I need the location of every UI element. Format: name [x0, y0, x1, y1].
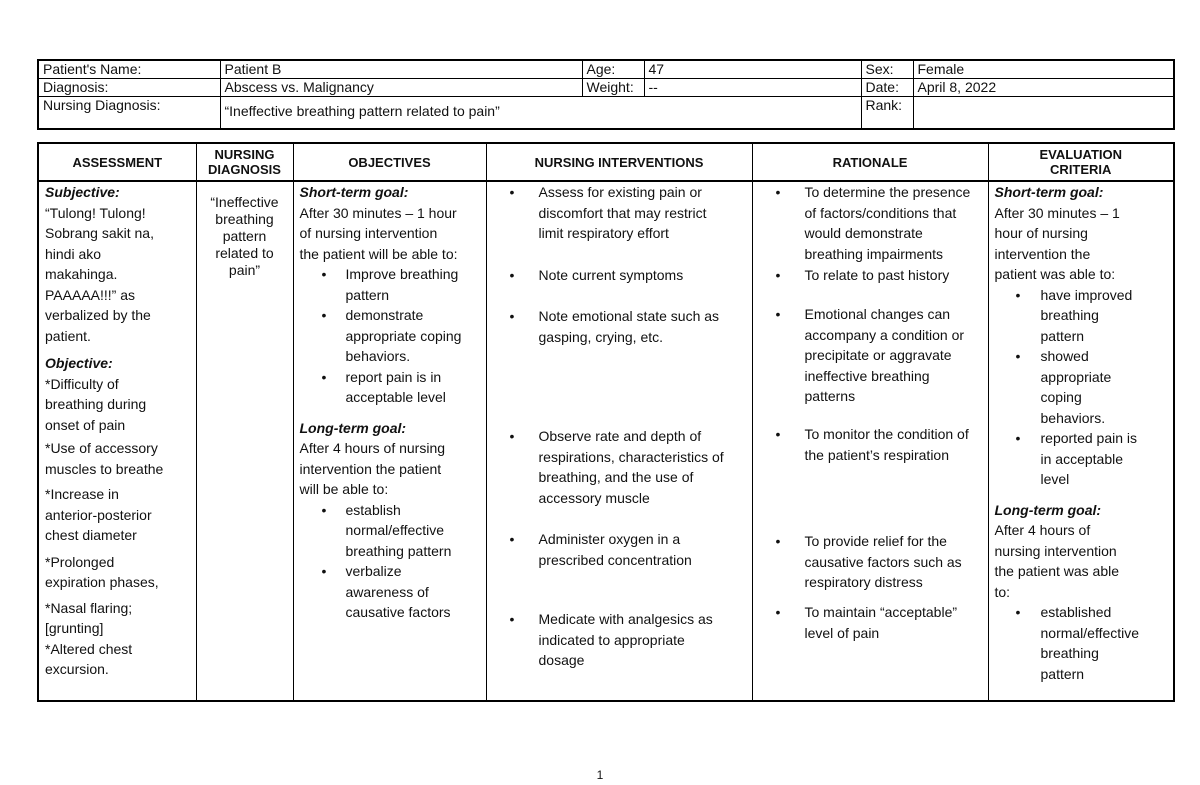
rationale-item: • To determine the presence of factors/conditions that would demonstrate breathing impairments [753, 182, 988, 264]
list-item: • reported pain is in acceptable level [995, 428, 1174, 490]
objectives-short-term-label: Short-term goal: [299, 184, 409, 200]
intervention-item: • Observe rate and depth of respirations, characteristics of breathing, and the use of accessory muscle [487, 426, 752, 508]
list-item: • Improve breathing pattern [300, 264, 486, 305]
column-header-assessment: ASSESSMENT [38, 143, 196, 181]
evaluation-long-term-list [995, 602, 1174, 684]
evaluation-long-term-label: Long-term goal: [994, 501, 1102, 518]
intervention-item: • Administer oxygen in a prescribed concentration [487, 529, 752, 570]
care-plan-table [37, 142, 1175, 702]
patient-name-label: Patient's Name: [38, 60, 220, 79]
objectives-cell [293, 181, 486, 701]
rationale-item: • To relate to past history [753, 265, 988, 286]
objective-label: Objective: [45, 355, 113, 371]
rationale-item: • To provide relief for the causative factors such as respiratory distress [753, 531, 988, 593]
subjective-label: Subjective: [45, 184, 120, 200]
column-header-nursing-diagnosis: NURSING DIAGNOSIS [196, 143, 293, 181]
intervention-item: • Note emotional state such as gasping, crying, etc. [487, 306, 752, 347]
page-number: 1 [596, 768, 604, 782]
list-item: • showed appropriate coping behaviors. [995, 346, 1174, 428]
sex-value: Female [913, 60, 1174, 79]
sex-label: Sex: [861, 60, 913, 79]
nursing-diagnosis-label: Nursing Diagnosis: [38, 97, 220, 130]
intervention-item: • Assess for existing pain or discomfort that may restrict limit respiratory effort [487, 182, 752, 244]
evaluation-long-term-intro: After 4 hours of nursing intervention the patient was able to: [994, 522, 1120, 600]
age-value: 47 [644, 60, 861, 79]
date-label: Date: [861, 79, 913, 97]
column-header-evaluation: EVALUATION CRITERIA [988, 143, 1174, 181]
diagnosis-line: “Ineffective [210, 194, 279, 210]
rationale-cell [752, 181, 988, 701]
rationale-item: • Emotional changes can accompany a condition or precipitate or aggravate ineffective breathing patterns [753, 304, 988, 407]
weight-label: Weight: [582, 79, 644, 97]
objectives-long-term-intro: After 4 hours of nursing intervention the patient will be able to: [299, 440, 446, 497]
diagnosis-cell [196, 181, 293, 701]
intervention-item: • Note current symptoms [487, 265, 752, 286]
weight-value: -- [644, 79, 861, 97]
evaluation-short-term-intro: After 30 minutes – 1 hour of nursing intervention the patient was able to: [994, 204, 1120, 282]
objectives-short-term-list [300, 264, 486, 408]
column-header-objectives: OBJECTIVES [293, 143, 486, 181]
list-item: • have improved breathing pattern [995, 285, 1174, 347]
objectives-long-term-list [300, 500, 486, 623]
evaluation-short-term-label: Short-term goal: [994, 184, 1104, 200]
interventions-cell [486, 181, 752, 701]
evaluation-short-term-list [995, 285, 1174, 490]
objective-item: *Nasal flaring; [grunting] *Altered chest excursion. [45, 599, 133, 677]
objectives-long-term-label: Long-term goal: [299, 419, 407, 436]
rank-value [913, 97, 1174, 130]
list-item: • demonstrate appropriate coping behaviors. [300, 305, 486, 367]
patient-name-value: Patient B [220, 60, 582, 79]
age-label: Age: [582, 60, 644, 79]
list-item: • established normal/effective breathing pattern [995, 602, 1174, 684]
diagnosis-line: related to [215, 245, 274, 261]
date-value: April 8, 2022 [913, 79, 1174, 97]
nursing-diagnosis-value: “Ineffective breathing pattern related to pain” [220, 97, 861, 130]
objectives-short-term-intro: After 30 minutes – 1 hour of nursing intervention the patient will be able to: [299, 204, 458, 262]
objective-item: *Increase in anterior-posterior chest diameter [45, 486, 152, 543]
assessment-cell [38, 181, 196, 701]
column-header-rationale: RATIONALE [752, 143, 988, 181]
patient-info-table [37, 59, 1175, 130]
objective-item: *Difficulty of breathing during onset of pain [45, 375, 147, 433]
diagnosis-line: breathing [215, 211, 274, 227]
diagnosis-line: pattern [222, 228, 267, 244]
list-item: • establish normal/effective breathing pattern [300, 500, 486, 562]
rationale-item: • To monitor the condition of the patient’s respiration [753, 424, 988, 465]
diagnosis-line: pain” [228, 262, 261, 278]
objective-item: *Prolonged expiration phases, [45, 553, 159, 590]
list-item: • verbalize awareness of causative factors [300, 561, 486, 623]
subjective-text: “Tulong! Tulong! Sobrang sakit na, hindi ako makahinga. PAAAAA!!!” as verbalized by the patient. [45, 204, 154, 344]
rank-label: Rank: [861, 97, 913, 130]
evaluation-cell [988, 181, 1174, 701]
intervention-item: • Medicate with analgesics as indicated to appropriate dosage [487, 609, 752, 671]
column-header-interventions: NURSING INTERVENTIONS [486, 143, 752, 181]
rationale-item: • To maintain “acceptable” level of pain [753, 602, 988, 643]
objective-item: *Use of accessory muscles to breathe [45, 440, 164, 477]
diagnosis-label: Diagnosis: [38, 79, 220, 97]
diagnosis-value: Abscess vs. Malignancy [220, 79, 582, 97]
list-item: • report pain is in acceptable level [300, 367, 486, 408]
